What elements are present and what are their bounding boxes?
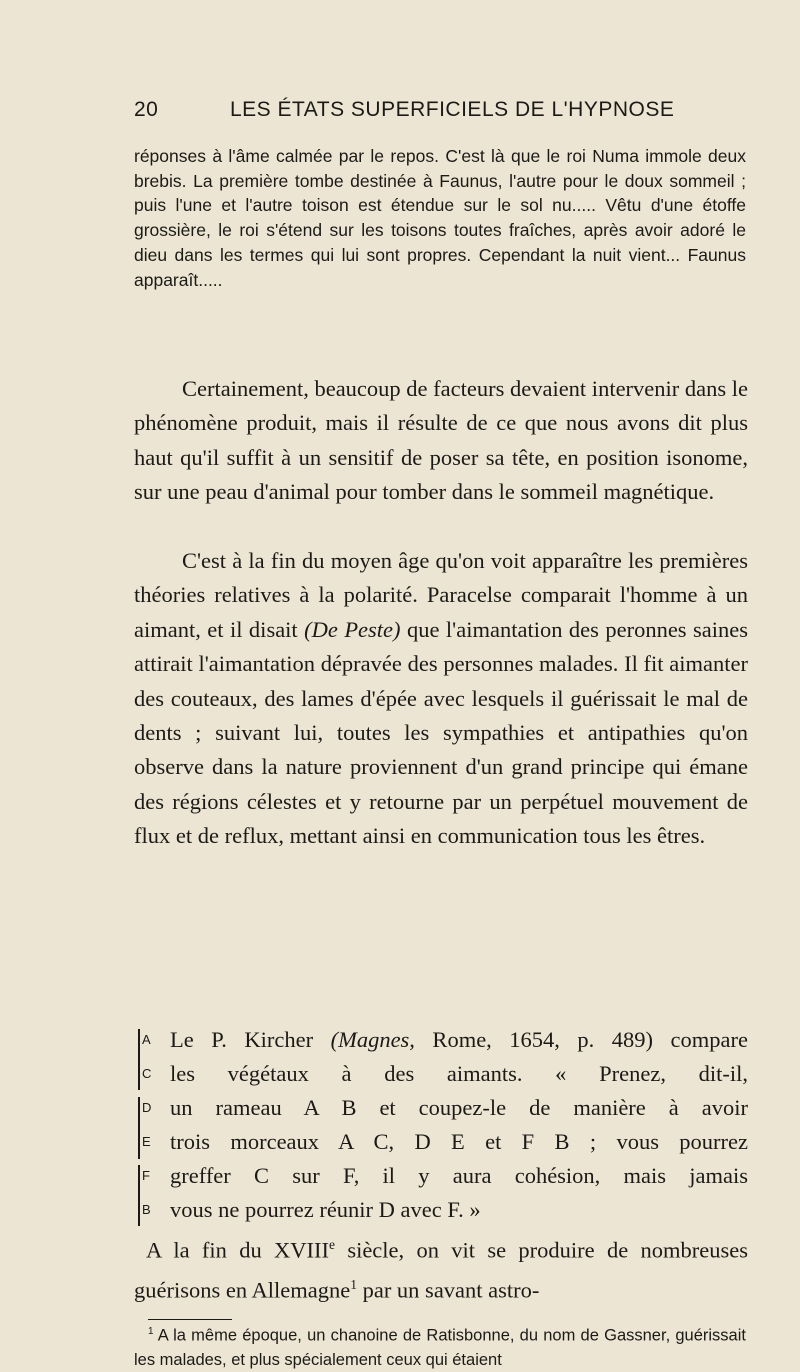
figure-letter: F [142,1168,151,1183]
paragraph-1 [134,372,748,510]
paragraph-3-text: A la fin du XVIIIe siècle, on vit se produire de nombreuses guérisons en Allemagne$^1$ par un savant astro- [134,1237,749,1303]
paragraph-1-text: Certainement, beaucoup de facteurs devaient intervenir dans le phénomène produit, mais il résulte de ce que nous avons dit plus haut qu'il suffit à un sensitif de poser sa tête, en position isonome, sur une peau d'animal pour tomber dans le sommeil magnétique. [134,376,749,505]
paragraph-2-part-a: C'est à la fin du moyen âge qu'on voit apparaître les premières théories relatives à la polarité. Paracelse comparait l'homme à un aimant, et il disait [134,548,748,642]
kircher-line: F greffer C sur F, il y aura cohésion, mais jamais [134,1159,748,1193]
footnote [134,1320,746,1372]
figure-letter: A [142,1032,152,1047]
paragraph-2-text [134,544,748,854]
paragraph-2-italic-citation: (De Peste) [304,616,401,642]
kircher-line: C les végétaux à des aimants. « Prenez, dit-il, [134,1057,748,1091]
running-title: LES ÉTATS SUPERFICIELS DE L'HYPNOSE [230,98,675,121]
kircher-line: D un rameau A B et coupez-le de manière à avoir [134,1091,748,1125]
footnote-reference: 1 [350,1276,357,1292]
paragraph-2 [134,544,748,854]
kircher-italic-citation: (Magnes, [330,1027,415,1052]
kircher-line: A Le P. Kircher (Magnes, Rome, 1654, p. 489) compare [134,1023,748,1057]
paragraph-3 [134,1228,748,1308]
quoted-passage [134,144,746,292]
quote-text: réponses à l'âme calmée par le repos. C'est là que le roi Numa immole deux brebis. La première tombe destinée à Faunus, l'autre pour le doux sommeil ; puis l'une et l'autre toison est étendue sur le sol nu..... Vêtu d'une étoffe grossière, le roi s'étend sur les toisons toutes fraîches, après avoir adoré le dieu dans les termes qui lui sont propres. Cependant la nuit vient... Faunus apparaît..... [134,146,746,290]
paragraph-2-part-b: que l'aimantation des peronnes saines attirait l'aimantation dépravée des personnes malades. Il fit aimanter des couteaux, des lames d'épée avec lesquels il guérissait le mal de dents ; suivant lui, toutes les sympathies et antipathies qu'on observe dans la nature proviennent d'un grand principe qui émane des régions célestes et y retourne par un perpétuel mouvement de flux et de reflux, mettant ainsi en communication tous les êtres. [134,616,748,849]
kircher-line: B vous ne pourrez réunir D avec F. » [134,1193,748,1227]
figure-letter: C [142,1066,152,1081]
kircher-line: E trois morceaux A C, D E et F B ; vous pourrez [134,1125,748,1159]
figure-letter: E [142,1134,152,1149]
figure-letter: B [142,1202,152,1217]
figure-letter: D [142,1100,152,1115]
page-number: 20 [134,98,159,121]
footnote-text: $^1$ A la même époque, un chanoine de Ratisbonne, du nom de Gassner, guérissait les malades, et plus spécialement ceux qui étaient [134,1326,746,1369]
footnote-marker: 1 [148,1326,154,1337]
